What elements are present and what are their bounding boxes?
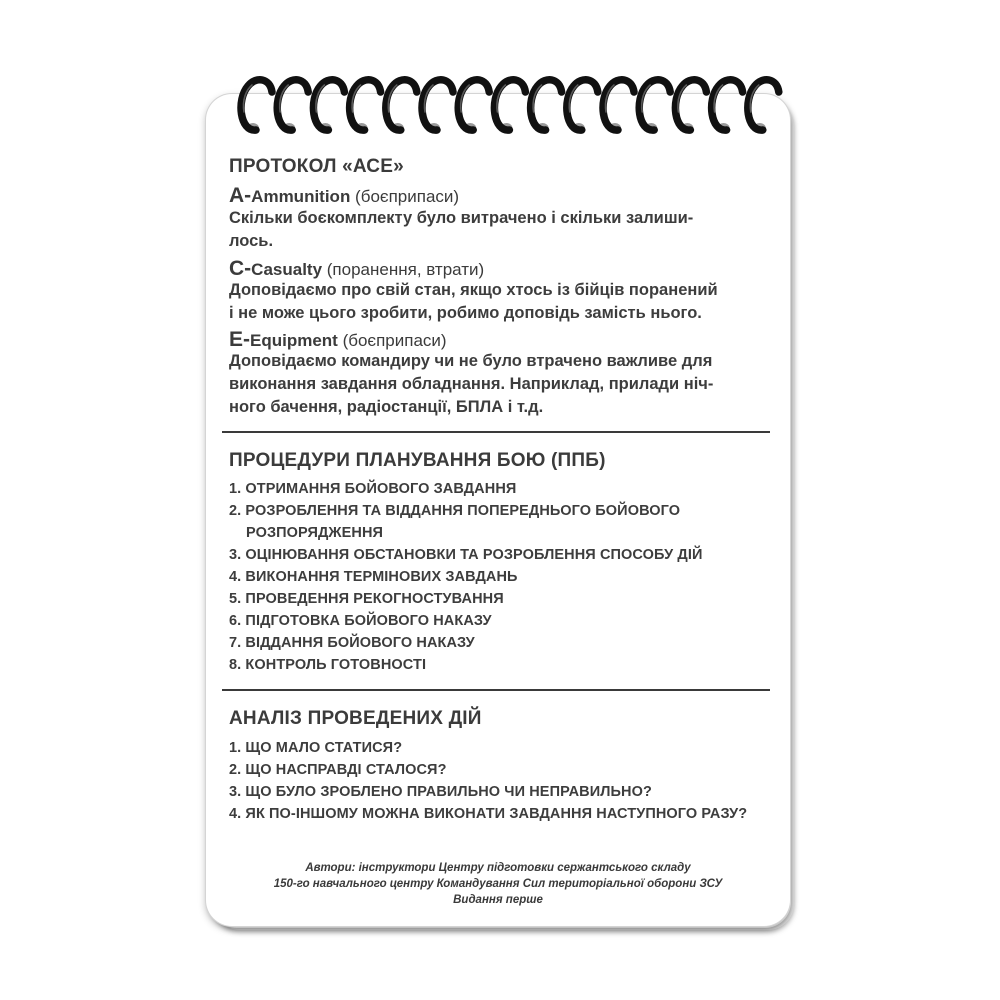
ppb-title: ПРОЦЕДУРИ ПЛАНУВАННЯ БОЮ (ППБ): [229, 450, 606, 471]
ace-e-text-2: виконання завдання обладнання. Наприклад, прилади ніч-: [229, 375, 714, 393]
ace-c-term: Casualty: [251, 260, 323, 279]
ppb-item-8: 8. КОНТРОЛЬ ГОТОВНОСТІ: [229, 657, 427, 673]
ppb-item-2: 2. РОЗРОБЛЕННЯ ТА ВІДДАННЯ ПОПЕРЕДНЬОГО БОЙОВОГО: [229, 503, 681, 519]
ace-c-text-2: і не може цього зробити, робимо доповідь замість нього.: [229, 304, 702, 322]
ppb-item-4: 4. ВИКОНАННЯ ТЕРМІНОВИХ ЗАВДАНЬ: [229, 569, 518, 585]
footer-organization: 150-го навчального центру Командування Сил територіальної оборони ЗСУ: [273, 878, 723, 890]
ace-a-note: (боєприпаси): [350, 187, 460, 206]
section-divider: [222, 431, 770, 433]
aar-item-4: 4. ЯК ПО-ІНШОМУ МОЖНА ВИКОНАТИ ЗАВДАННЯ НАСТУПНОГО РАЗУ?: [229, 806, 748, 822]
ppb-item-2-continued: РОЗПОРЯДЖЕННЯ: [246, 525, 384, 541]
ace-e-heading: [229, 328, 447, 352]
ppb-item-6: 6. ПІДГОТОВКА БОЙОВОГО НАКАЗУ: [229, 613, 492, 629]
ace-c-heading: [229, 257, 484, 281]
section-divider: [222, 689, 770, 691]
ace-title: ПРОТОКОЛ «АСЕ»: [229, 156, 404, 177]
ace-a-heading: [229, 184, 459, 208]
ace-a-term: Ammunition: [251, 187, 351, 206]
aar-title: АНАЛІЗ ПРОВЕДЕНИХ ДІЙ: [229, 708, 482, 729]
aar-item-1: 1. ЩО МАЛО СТАТИСЯ?: [229, 740, 403, 756]
ace-e-letter: Е-: [229, 328, 250, 351]
aar-item-2: 2. ЩО НАСПРАВДІ СТАЛОСЯ?: [229, 762, 447, 778]
footer-authors: Автори: інструктори Центру підготовки сержантського складу: [305, 862, 691, 874]
ppb-item-3: 3. ОЦІНЮВАННЯ ОБСТАНОВКИ ТА РОЗРОБЛЕННЯ СПОСОБУ ДІЙ: [229, 547, 703, 563]
ace-e-text-1: Доповідаємо командиру чи не було втрачено важливе для: [229, 352, 713, 370]
ace-e-text-3: ного бачення, радіостанції, БПЛА і т.д.: [229, 398, 544, 416]
ace-c-note: (поранення, втрати): [322, 260, 485, 279]
ace-c-letter: С-: [229, 257, 252, 280]
ace-e-note: (боєприпаси): [337, 331, 447, 350]
ace-a-text-2: лось.: [229, 232, 274, 250]
ace-a-text-1: Скільки боєкомплекту було витрачено і скільки залиши-: [229, 209, 694, 227]
ace-a-letter: А-: [229, 184, 252, 207]
ppb-item-5: 5. ПРОВЕДЕННЯ РЕКОГНОСТУВАННЯ: [229, 591, 504, 607]
ace-e-term: Equipment: [250, 331, 338, 350]
ppb-item-7: 7. ВІДДАННЯ БОЙОВОГО НАКАЗУ: [229, 635, 475, 651]
ace-c-text-1: Доповідаємо про свій стан, якщо хтось із бійців поранений: [229, 281, 718, 299]
ppb-item-1: 1. ОТРИМАННЯ БОЙОВОГО ЗАВДАННЯ: [229, 481, 517, 497]
aar-item-3: 3. ЩО БУЛО ЗРОБЛЕНО ПРАВИЛЬНО ЧИ НЕПРАВИЛЬНО?: [229, 784, 652, 800]
footer-edition: Видання перше: [453, 894, 543, 906]
